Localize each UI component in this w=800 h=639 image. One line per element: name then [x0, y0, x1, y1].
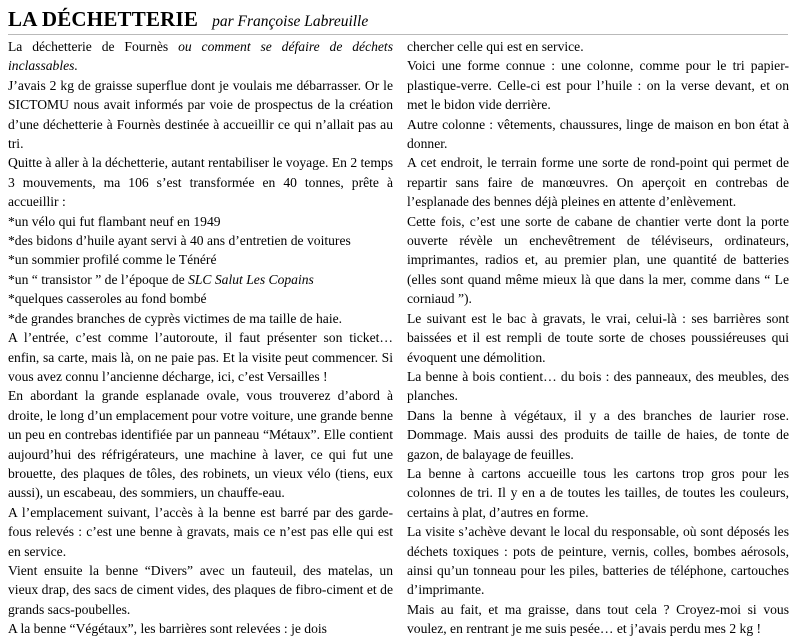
paragraph: Autre colonne : vêtements, chaussures, linge de maison en bon état à donner. [407, 116, 789, 152]
list-item [8, 270, 393, 289]
right-column [407, 37, 789, 639]
article-author: par Françoise Labreuille [212, 13, 369, 30]
intro-text: La déchetterie de Fournès [8, 39, 179, 54]
intro-subtitle: ou comment se défaire de déchets inclassables. [8, 39, 394, 74]
paragraph: Voici une forme connue : une colonne, comme pour le tri papier-plastique-verre. Celle-ci est pour l’huile : on la verse devant, et on met le bidon vide derrière. [407, 58, 789, 113]
paragraph: En abordant la grande esplanade ovale, vous trouverez d’abord à droite, le long d’un emplacement pour votre voiture, une grande benne un peu en contrebas identifiée par un panneau “Métaux”. Elle contient aujourd’hui des réfrigérateurs, une machine à laver, ce qui fut une brouette, des plaques de tôles, des robinets, un vieux vélo (tiens, eux aussi), un escabeau, des sommiers, un chauffe-eau. [8, 388, 393, 501]
paragraph: J’avais 2 kg de graisse superflue dont je voulais me débarrasser. Or le SICTOMU nous avait informés par voie de prospectus de la création d’une déchetterie à Fournès destinée à accueillir ce qui n’allait pas au tri. [8, 77, 393, 152]
list-item: *un sommier profilé comme le Ténéré [8, 252, 217, 268]
intro-paragraph [8, 37, 393, 76]
list-item-italic: SLC Salut Les Copains [188, 271, 314, 287]
paragraph: A la benne “Végétaux”, les barrières sont relevées : je dois [8, 621, 327, 637]
paragraph: A l’emplacement suivant, l’accès à la benne est barré par des garde-fous relevés : c’est une benne à gravats, mais ce n’est pas elle qui est en service. [8, 504, 393, 559]
paragraph: La benne à bois contient… du bois : des panneaux, des meubles, des planches. [407, 368, 789, 404]
paragraph: Quitte à aller à la déchetterie, autant rentabiliser le voyage. En 2 temps 3 mouvements, ma 106 s’est transformée en 40 tonnes, prête à accueillir : [8, 155, 393, 210]
paragraph: Mais au fait, et ma graisse, dans tout cela ? Croyez-moi si vous voulez, en rentrant je me suis pesée… et j’avais perdu mes 2 kg ! [407, 601, 789, 637]
paragraph: Cette fois, c’est une sorte de cabane de chantier verte dont la porte ouverte révèle un enchevêtrement de téléviseurs, ordinateurs, imprimantes, radios et, au premier plan, une quantité de batteries (elles sont quand même mieux là que dans la mer, comme dans “ Le corniaud ”). [407, 213, 789, 307]
paragraph: La benne à cartons accueille tous les cartons trop gros pour les colonnes de tri. Il y en a de toutes les tailles, de toutes les couleurs, certains à plat, d’autres en forme. [407, 465, 789, 520]
paragraph: A cet endroit, le terrain forme une sorte de rond-point qui permet de repartir sans faire de manœuvres. On aperçoit en contrebas de l’esplanade des bennes déjà pleines en attente d’enlèvement. [407, 155, 789, 210]
list-item: *quelques casseroles au fond bombé [8, 291, 207, 307]
paragraph: chercher celle qui est en service. [407, 39, 584, 54]
paragraph: La visite s’achève devant le local du responsable, où sont déposés les déchets toxiques : pots de peinture, vernis, colles, bombes aérosols, ainsi qu’un tonneau pour les piles, batteries de téléphone, cartouches d’imprimante. [407, 524, 789, 598]
list-item: *de grandes branches de cyprès victimes de ma taille de haie. [8, 310, 343, 326]
list-item-text: *un “ transistor ” de l’époque de [8, 271, 189, 287]
paragraph: A l’entrée, c’est comme l’autoroute, il faut présenter son ticket… enfin, sa carte, mais là, on ne paie pas. Et la visite peut commencer. Si vous avez connu l’ancienne décharge, ici, c’est Versailles ! [8, 330, 393, 384]
paragraph: Le suivant est le bac à gravats, le vrai, celui-là : ses barrières sont baissées et il est rempli de toute sorte de choses poussiéreuses qui évoquent une démolition. [407, 310, 789, 365]
article-header [8, 4, 788, 35]
list-item: *un vélo qui fut flambant neuf en 1949 [8, 213, 221, 229]
paragraph: Dans la benne à végétaux, il y a des branches de laurier rose. Dommage. Mais aussi des produits de taille de haies, de tonte de gazon, de balayage de feuilles. [407, 407, 789, 462]
article-title: LA DÉCHETTERIE [8, 7, 199, 31]
left-column [8, 37, 393, 639]
paragraph: Vient ensuite la benne “Divers” avec un fauteuil, des matelas, un vieux drap, des sacs de ciment vides, des plaques de fibro-ciment et de grands sacs-poubelles. [8, 562, 393, 617]
list-item: *des bidons d’huile ayant servi à 40 ans d’entretien de voitures [8, 233, 351, 249]
